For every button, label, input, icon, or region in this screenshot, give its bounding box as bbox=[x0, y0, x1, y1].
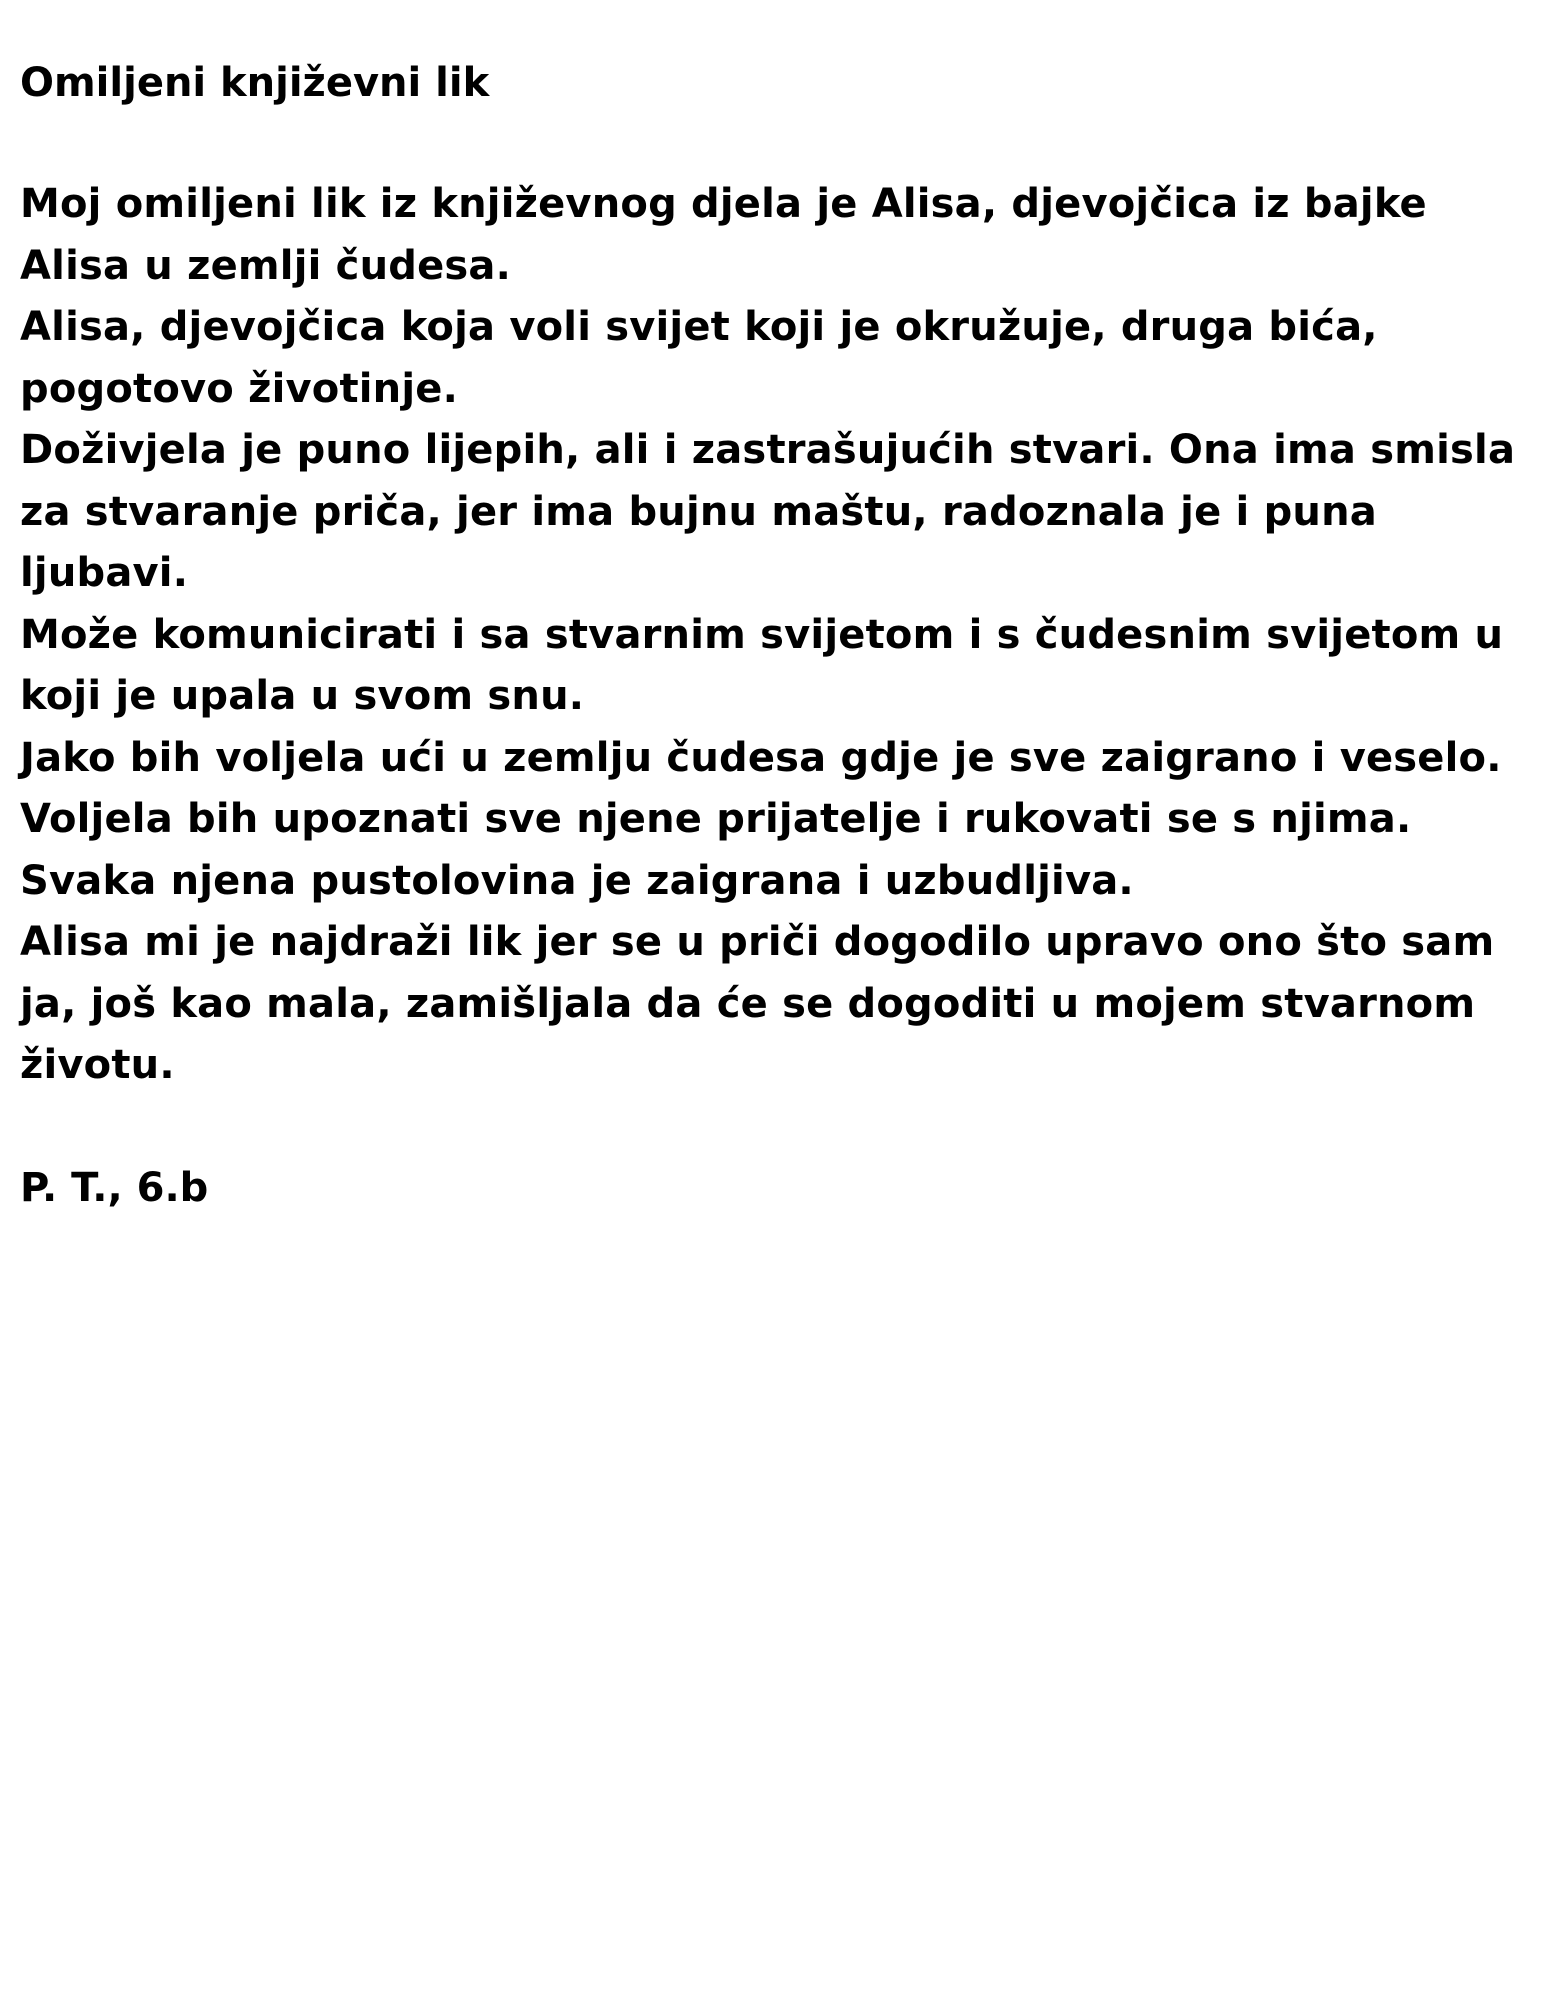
spacer bbox=[20, 1097, 1535, 1158]
body-line: Alisa u zemlji čudesa. bbox=[20, 242, 512, 289]
body-line: Doživjela je puno lijepih, ali i zastrašujućih stvari. Ona ima smisla bbox=[20, 427, 1516, 473]
document-title: Omiljeni književni lik bbox=[20, 60, 490, 106]
body-line: ja, još kao mala, zamišljala da će se dogoditi u mojem stvarnom bbox=[20, 980, 1476, 1027]
body-line: Alisa, djevojčica koja voli svijet koji je okružuje, druga bića, bbox=[20, 304, 1378, 350]
author-signature: P. T., 6.b bbox=[20, 1164, 209, 1211]
body-line: ljubavi. bbox=[20, 550, 189, 596]
spacer bbox=[20, 112, 1535, 174]
body-line: pogotovo životinje. bbox=[20, 365, 458, 412]
body-line: Može komunicirati i sa stvarnim svijetom i s čudesnim svijetom u bbox=[20, 611, 1504, 658]
body-line: koji je upala u svom snu. bbox=[20, 673, 585, 719]
body-line: Svaka njena pustolovina je zaigrana i uzbudljiva. bbox=[20, 857, 1134, 904]
document-page bbox=[20, 54, 1535, 1219]
body-line: Jako bih voljela ući u zemlju čudesa gdje je sve zaigrano i veselo. bbox=[20, 734, 1502, 781]
body-line: Voljela bih upoznati sve njene prijatelje i rukovati se s njima. bbox=[20, 796, 1412, 842]
body-line: Alisa mi je najdraži lik jer se u priči dogodilo upravo ono što sam bbox=[20, 919, 1495, 965]
body-line: životu. bbox=[20, 1042, 175, 1088]
document-body bbox=[20, 174, 1535, 1097]
body-line: Moj omiljeni lik iz književnog djela je Alisa, djevojčica iz bajke bbox=[20, 181, 1427, 227]
body-line: za stvaranje priča, jer ima bujnu maštu, radoznala je i puna bbox=[20, 488, 1377, 535]
